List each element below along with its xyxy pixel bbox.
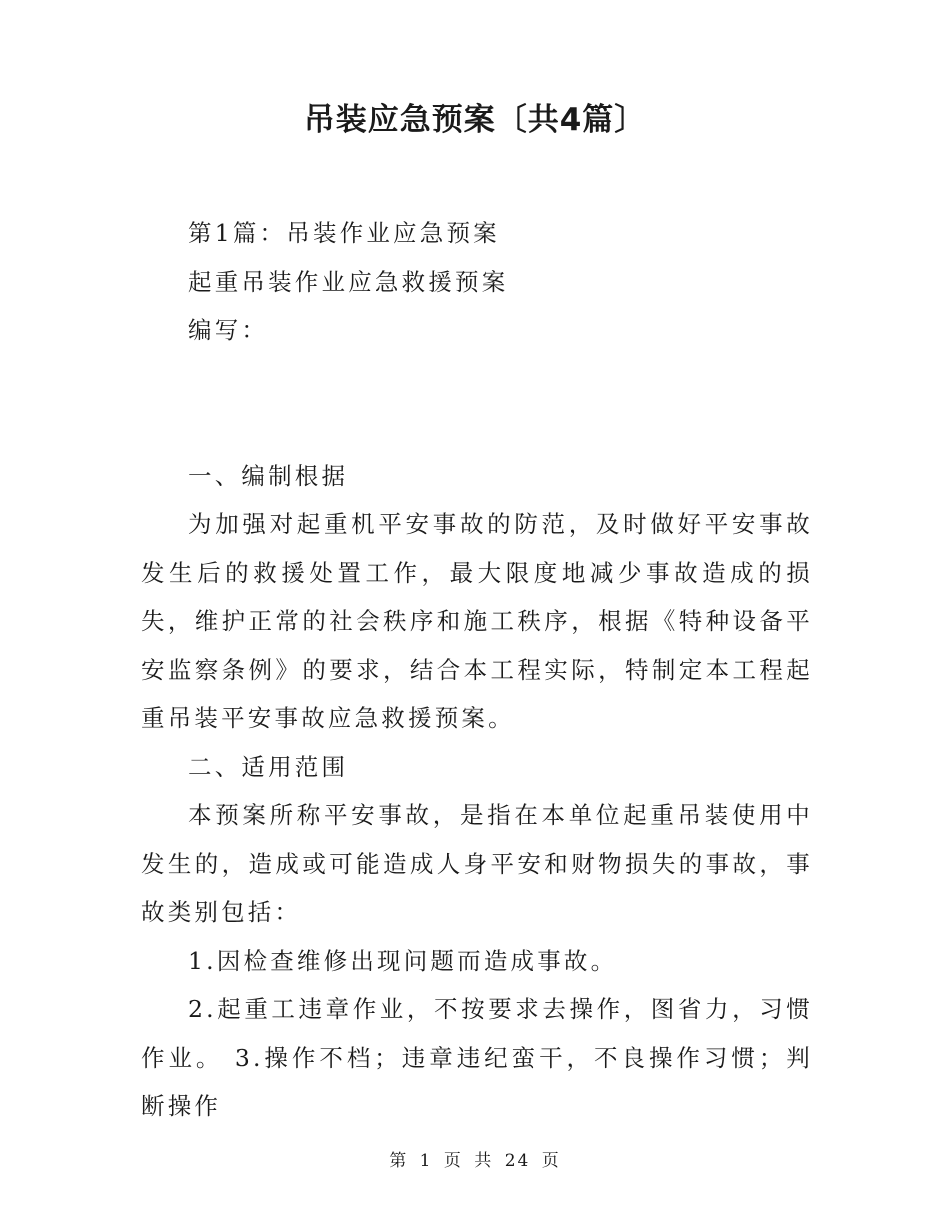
document-body xyxy=(141,209,813,1131)
piece-heading: 第1篇：吊装作业应急预案 xyxy=(188,219,500,247)
list-item: 2.起重工违章作业，不按要求去操作，图省力，习惯作业。 3.操作不档；违章违纪蛮干，不良操作习惯；判断操作 xyxy=(141,995,813,1120)
section-heading: 二、适用范围 xyxy=(188,752,349,781)
section-heading: 一、编制根据 xyxy=(188,461,349,490)
section-paragraph: 为加强对起重机平安事故的防范，及时做好平安事故发生后的救援处置工作，最大限度地减少事故造成的损失，维护正常的社会秩序和施工秩序，根据《特种设备平安监察条例》的要求，结合本工程实际，特制定本工程起重吊装平安事故应急救援预案。 xyxy=(141,510,813,732)
plan-heading: 起重吊装作业应急救援预案 xyxy=(188,267,509,296)
author-label: 编写： xyxy=(188,316,269,344)
list-item: 1.因检查维修出现问题而造成事故。 xyxy=(188,946,618,975)
blank-space xyxy=(141,355,813,452)
document-title: 吊装应急预案〔共4篇〕 xyxy=(303,102,647,138)
page-footer: 第 1 页 共 24 页 xyxy=(389,1151,561,1171)
section-paragraph: 本预案所称平安事故，是指在本单位起重吊装使用中发生的，造成或可能造成人身平安和财物损失的事故，事故类别包括： xyxy=(141,801,813,926)
